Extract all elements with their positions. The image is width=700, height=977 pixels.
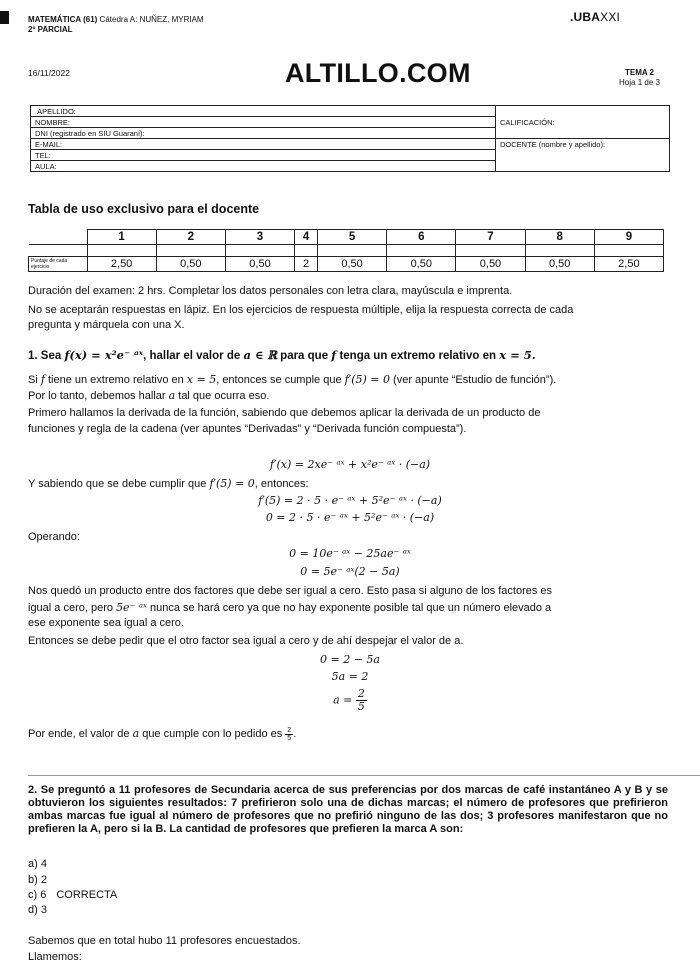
score-table-blank <box>29 245 88 257</box>
q1-x5: x = 5. <box>499 348 536 362</box>
q1-domain: a ∈ ℝ <box>243 348 277 362</box>
field-email[interactable]: E-MAIL: <box>31 139 496 150</box>
student-info-form <box>30 105 670 172</box>
course-chair: Cátedra A: NUÑEZ, MYRIAM <box>97 15 204 24</box>
q1-title: 1. Sea f(x) = x²e⁻ ᵃˣ, hallar el valor de a ∈ ℝ para que f tenga un extremo relativo en x = 5. <box>28 348 536 362</box>
score-value: 0,50 <box>156 257 225 272</box>
fraction-inline: $\frac{2}{5}$ <box>287 726 292 742</box>
q2-para-2: Llamemos: <box>28 951 82 963</box>
tema-block <box>612 68 667 88</box>
field-nombre[interactable]: NOMBRE: <box>31 117 496 128</box>
grade-cell[interactable] <box>525 245 594 257</box>
score-value: 2,50 <box>594 257 663 272</box>
score-col-header: 2 <box>156 230 225 245</box>
grade-cell[interactable] <box>225 245 294 257</box>
q1-eq-7: 5a = 2 <box>331 670 369 683</box>
grade-cell[interactable] <box>594 245 663 257</box>
uba-logo-bold: .UBA <box>570 10 601 24</box>
uba-logo <box>570 10 620 24</box>
q1-conclusion: Por ende, el valor de a que cumple con lo pedido es $\frac{2}{5}$ . <box>28 726 297 742</box>
brand-title: ALTILLO.COM <box>285 58 471 88</box>
field-tel[interactable]: TEL: <box>31 150 496 161</box>
duration-note: Duración del examen: 2 hrs. Completar los datos personales con letra clara, mayúscula e imprenta. <box>28 285 513 297</box>
page-count: Hoja 1 de 3 <box>619 78 660 87</box>
option-a[interactable]: a) 4 <box>28 858 47 870</box>
course-header <box>28 15 204 35</box>
score-col-header: 5 <box>317 230 386 245</box>
q1-function: f(x) = x²e⁻ ᵃˣ <box>64 348 144 362</box>
q1-eq-4: 0 = 10e⁻ ᵃˣ − 25ae⁻ ᵃˣ <box>289 547 411 560</box>
grade-cell[interactable] <box>87 245 156 257</box>
option-d[interactable]: d) 3 <box>28 904 47 916</box>
score-col-header: 9 <box>594 230 663 245</box>
grade-cell[interactable] <box>456 245 525 257</box>
correct-mark: CORRECTA <box>56 889 118 901</box>
pencil-note-1: No se aceptarán respuestas en lápiz. En los ejercicios de respuesta múltiple, elija la respuesta correcta de cada <box>28 304 574 316</box>
q1-para-5: Y sabiendo que se debe cumplir que f′(5) = 0, entonces: <box>28 477 309 490</box>
q1-eq-8: a = $\frac{2}{5}$ <box>333 687 365 713</box>
score-col-header: 8 <box>525 230 594 245</box>
grade-cell[interactable] <box>317 245 386 257</box>
q2-statement: 2. Se preguntó a 11 profesores de Secundaria acerca de sus preferencias por dos marcas de café instantáneo A y B y se obtuvieron los siguientes resultados: 7 prefirieron solo una de dichas marcas; el número de profesores que prefirieron ambas marcas fue igual al número de profesores que no prefirió ninguno de las dos; 3 profesores manifestaron que no prefieren la A, pero si la B. La cantidad de profesores que prefieren la marca A son: <box>28 784 668 835</box>
field-aula[interactable]: AULA: <box>31 161 496 172</box>
uba-logo-rest: XXI <box>600 10 621 24</box>
q1-para-4: funciones y regla de la cadena (ver apuntes “Derivadas” y “Derivada función compuesta”). <box>28 423 467 435</box>
score-col-header: 7 <box>456 230 525 245</box>
q1-para-3: Primero hallamos la derivada de la función, sabiendo que debemos aplicar la derivada de un producto de <box>28 407 541 419</box>
fraction: $\frac{2}{5}$ <box>357 687 365 713</box>
q1-eq-6: 0 = 2 − 5a <box>320 653 380 666</box>
score-table-corner <box>29 230 88 245</box>
option-c[interactable]: c) 6 CORRECTA <box>28 889 118 901</box>
exam-name: 2º PARCIAL <box>28 25 73 34</box>
score-table <box>28 229 664 272</box>
score-value: 0,50 <box>456 257 525 272</box>
score-table-title: Tabla de uso exclusivo para el docente <box>28 202 260 216</box>
tema-label: TEMA 2 <box>624 68 655 77</box>
grade-cell[interactable] <box>156 245 225 257</box>
black-marker <box>0 11 9 24</box>
score-value: 0,50 <box>525 257 594 272</box>
q1-para-8: ese exponente sea igual a cero. <box>28 617 184 629</box>
pencil-note-2: pregunta y márquela con una X. <box>28 319 185 331</box>
q2-para-1: Sabemos que en total hubo 11 profesores encuestados. <box>28 935 301 947</box>
course-name: MATEMÁTICA (61) <box>28 15 98 24</box>
field-calificacion[interactable]: CALIFICACIÓN: <box>496 106 670 139</box>
q1-eq-derivative: f′(x) = 2xe⁻ ᵃˣ + x²e⁻ ᵃˣ · (−a) <box>269 458 431 471</box>
exam-date: 16/11/2022 <box>28 68 70 78</box>
q1-para-2: Por lo tanto, debemos hallar a tal que ocurra eso. <box>28 389 270 402</box>
score-col-header: 6 <box>387 230 456 245</box>
q1-eq-3: 0 = 2 · 5 · e⁻ ᵃˣ + 5²e⁻ ᵃˣ · (−a) <box>265 511 435 524</box>
score-row-label: Puntaje de cada ejercicio <box>29 257 88 272</box>
score-value: 2,50 <box>87 257 156 272</box>
q1-eq-5: 0 = 5e⁻ ᵃˣ(2 − 5a) <box>300 565 400 578</box>
section-divider <box>28 775 700 776</box>
q1-para-1: Si f tiene un extremo relativo en x = 5, entonces se cumple que f′(5) = 0 (ver apunte “Estudio de función”). <box>28 373 557 386</box>
grade-cell[interactable] <box>387 245 456 257</box>
field-docente[interactable]: DOCENTE (nombre y apellido): <box>496 139 670 172</box>
q1-para-6: Nos quedó un producto entre dos factores que debe ser igual a cero. Esto pasa si alguno de los factores es <box>28 585 553 597</box>
q1-f: f <box>331 348 337 362</box>
grade-cell[interactable] <box>295 245 318 257</box>
q1-para-9: Entonces se debe pedir que el otro factor sea igual a cero y de ahí despejar el valor de a. <box>28 635 464 647</box>
option-b[interactable]: b) 2 <box>28 874 47 886</box>
score-value: 0,50 <box>225 257 294 272</box>
score-col-header: 3 <box>225 230 294 245</box>
score-value: 0,50 <box>387 257 456 272</box>
score-col-header: 4 <box>295 230 318 245</box>
q1-para-7: igual a cero, pero 5e⁻ ᵃˣ nunca se hará cero ya que no hay exponente posible tal que un número elevado a <box>28 601 552 614</box>
q1-eq-2: f′(5) = 2 · 5 · e⁻ ᵃˣ + 5²e⁻ ᵃˣ · (−a) <box>258 494 442 507</box>
field-apellido[interactable]: APELLIDO: <box>31 106 496 117</box>
score-value: 0,50 <box>317 257 386 272</box>
score-col-header: 1 <box>87 230 156 245</box>
score-value: 2 <box>295 257 318 272</box>
field-dni[interactable]: DNI (registrado en SIU Guaraní): <box>31 128 496 139</box>
q1-operando: Operando: <box>28 531 80 543</box>
